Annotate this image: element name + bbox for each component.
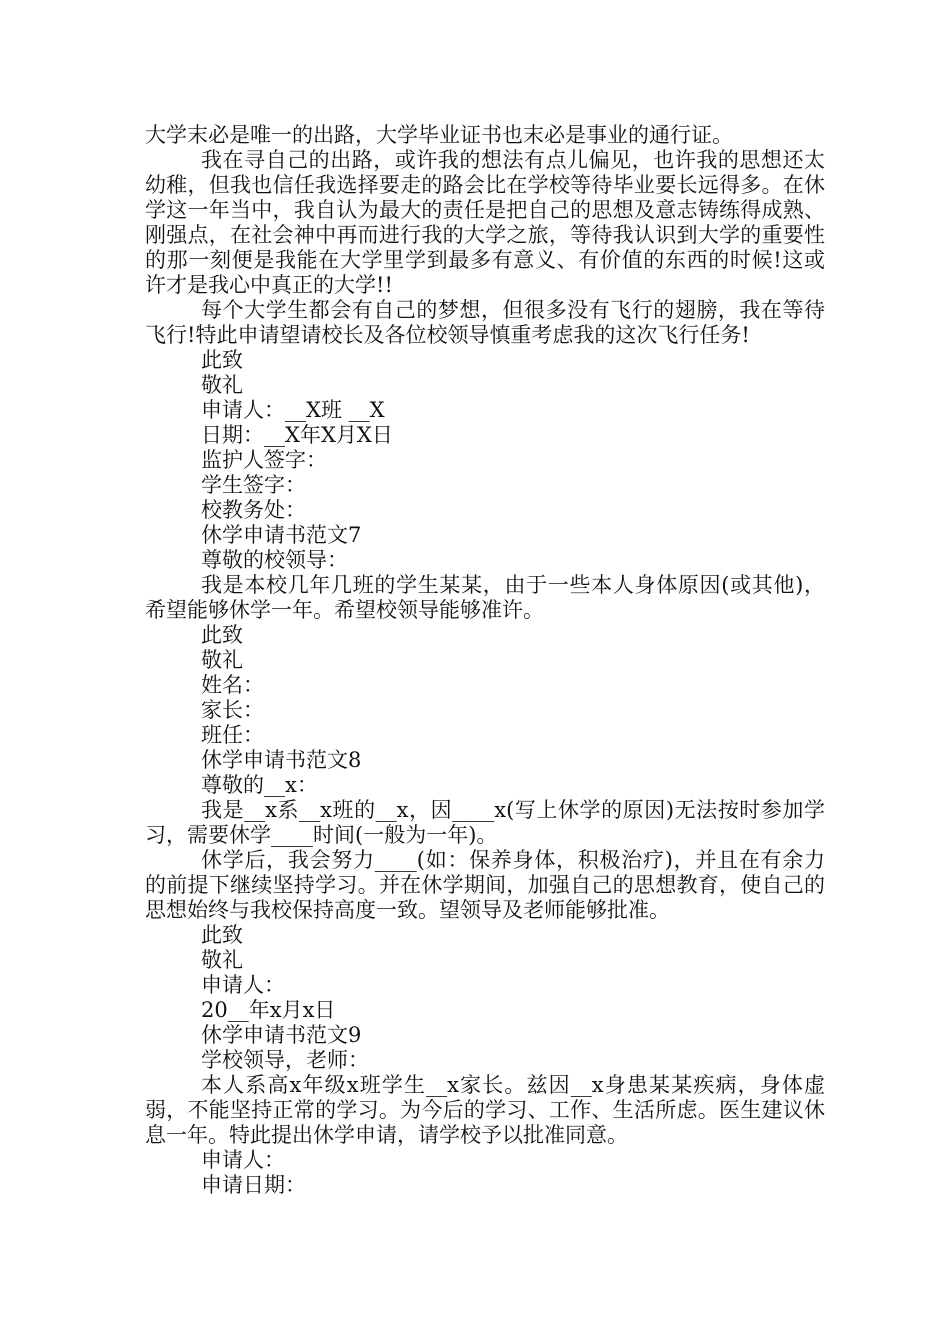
section-heading: 休学申请书范文8 bbox=[201, 748, 362, 772]
salutation-line: 敬礼 bbox=[201, 648, 243, 672]
student-signature-line: 学生签字： bbox=[201, 473, 306, 497]
applicant-line: 申请人： bbox=[201, 1148, 285, 1172]
greeting-line: 尊敬的__x： bbox=[201, 773, 318, 797]
closing-line: 此致 bbox=[201, 923, 243, 947]
paragraph: 每个大学生都会有自己的梦想，但很多没有飞行的翅膀，我在等待飞行!特此申请望请校长及各位校领导慎重考虑我的这次飞行任务! bbox=[145, 298, 825, 347]
academic-office-line: 校教务处： bbox=[201, 498, 306, 522]
section-heading: 休学申请书范文9 bbox=[201, 1023, 362, 1047]
parent-line: 家长： bbox=[201, 698, 264, 722]
greeting-line: 尊敬的校领导： bbox=[201, 548, 348, 572]
greeting-line: 学校领导，老师： bbox=[201, 1048, 369, 1072]
applicant-line: 申请人： bbox=[201, 973, 285, 997]
paragraph: 我是__x系__x班的__x，因____x(写上休学的原因)无法按时参加学习，需要休学____时间(一般为一年)。 bbox=[145, 798, 825, 847]
date-line: 日期：__X年X月X日 bbox=[201, 423, 393, 447]
name-line: 姓名： bbox=[201, 673, 264, 697]
paragraph: 休学后，我会努力____(如：保养身体，积极治疗)，并且在有余力的前提下继续坚持学习。并在休学期间，加强自己的思想教育，使自己的思想始终与我校保持高度一致。望领导及老师能够批准。 bbox=[145, 848, 825, 922]
closing-line: 此致 bbox=[201, 348, 243, 372]
salutation-line: 敬礼 bbox=[201, 948, 243, 972]
guardian-signature-line: 监护人签字： bbox=[201, 448, 327, 472]
applicant-line: 申请人：__X班 __X bbox=[201, 398, 385, 422]
salutation-line: 敬礼 bbox=[201, 373, 243, 397]
paragraph: 本人系高x年级x班学生__x家长。兹因__x身患某某疾病，身体虚弱，不能坚持正常的学习。为今后的学习、工作、生活所虑。医生建议休息一年。特此提出休学申请，请学校予以批准同意。 bbox=[145, 1073, 825, 1147]
date-line: 20__年x月x日 bbox=[201, 998, 336, 1022]
application-date-line: 申请日期： bbox=[201, 1173, 306, 1197]
paragraph: 我在寻自己的出路，或许我的想法有点儿偏见，也许我的思想还太幼稚，但我也信任我选择要走的路会比在学校等待毕业要长远得多。在休学这一年当中，我自认为最大的责任是把自己的思想及意志铸练得成熟、刚强点，在社会神中再而进行我的大学之旅，等待我认识到大学的重要性的那一刻便是我能在大学里学到最多有意义、有价值的东西的时候!这或许才是我心中真正的大学!! bbox=[145, 148, 825, 297]
section-heading: 休学申请书范文7 bbox=[201, 523, 362, 547]
paragraph: 我是本校几年几班的学生某某，由于一些本人身体原因(或其他)，希望能够休学一年。希望校领导能够准许。 bbox=[145, 573, 825, 622]
class-teacher-line: 班任： bbox=[201, 723, 264, 747]
paragraph: 大学末必是唯一的出路，大学毕业证书也末必是事业的通行证。 bbox=[145, 123, 733, 147]
document-body bbox=[145, 123, 825, 1198]
closing-line: 此致 bbox=[201, 623, 243, 647]
